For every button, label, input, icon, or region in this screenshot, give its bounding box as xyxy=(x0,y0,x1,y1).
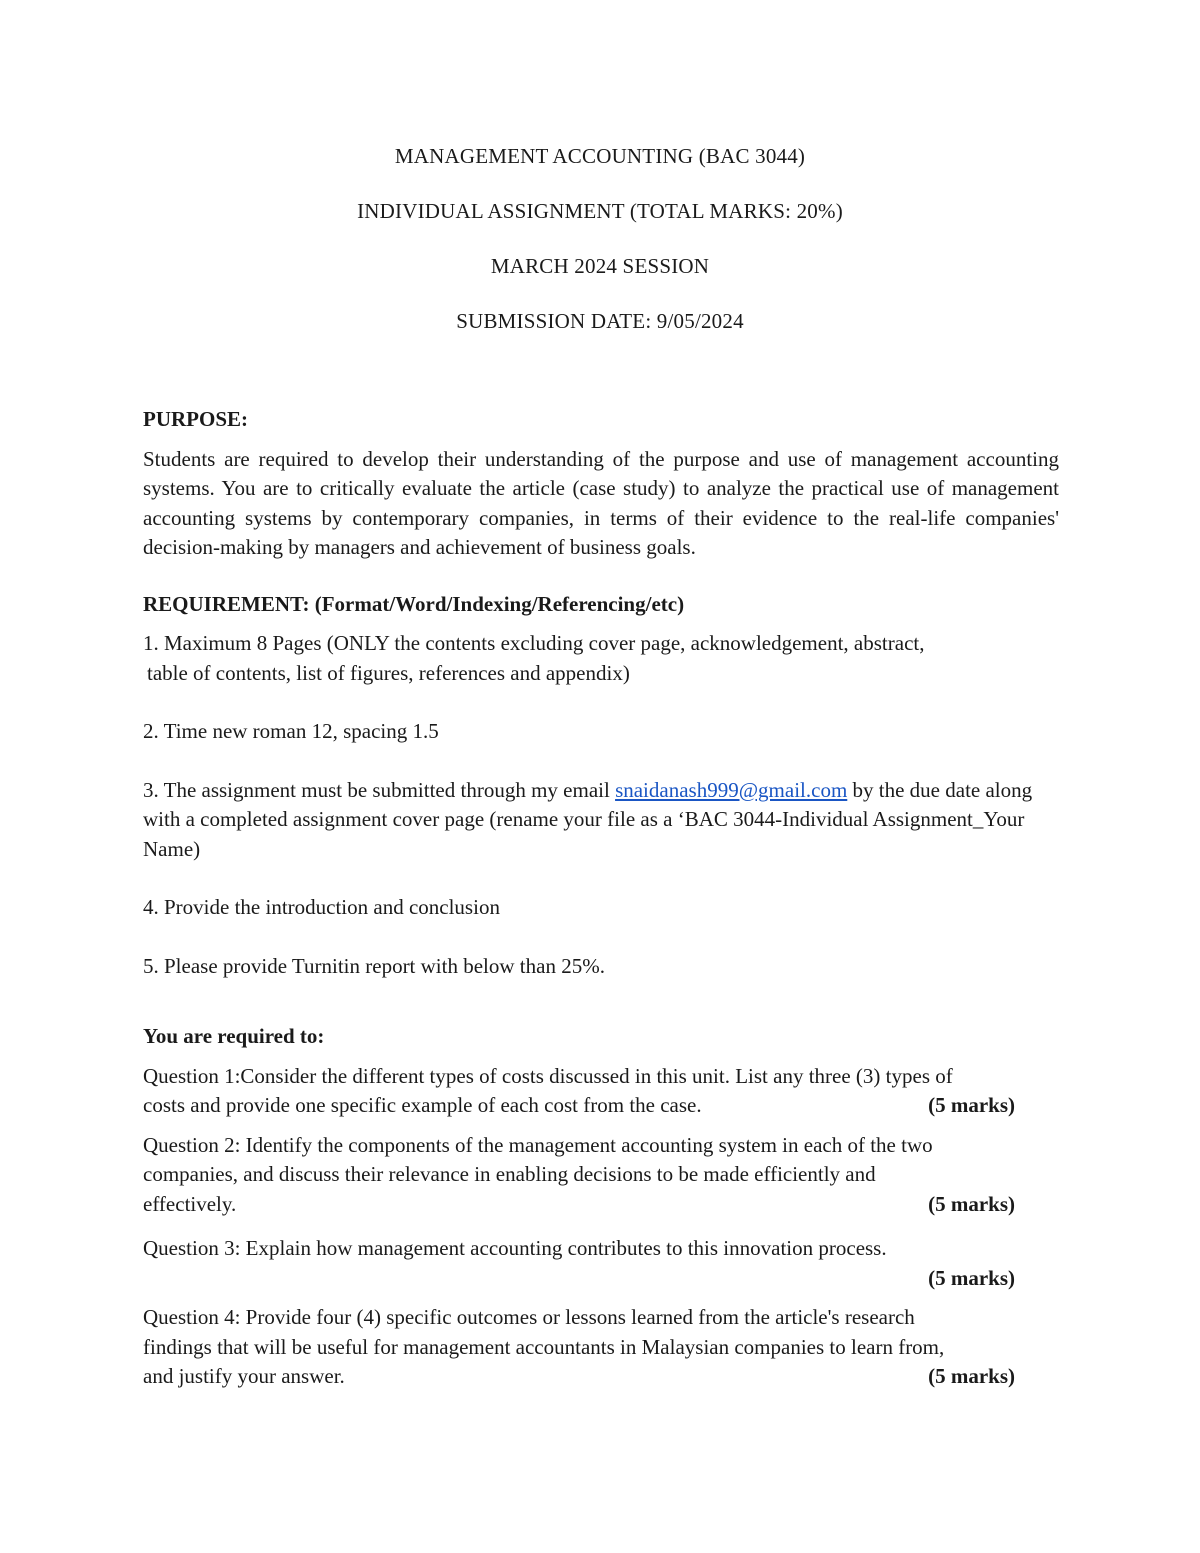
question-4-line-1: Question 4: Provide four (4) specific outcomes or lessons learned from the article's research xyxy=(143,1305,915,1329)
question-1-line-2: costs and provide one specific example of each cost from the case. xyxy=(143,1093,702,1117)
purpose-body: Students are required to develop their understanding of the purpose and use of management accounting systems. You are to critically evaluate the article (case study) to analyze the practical use of management accounting systems by contemporary companies, in terms of their evidence to the real-life companies' decision-making by managers and achievement of business goals. xyxy=(143,446,1059,559)
requirement-item-5: 5. Please provide Turnitin report with below than 25%. xyxy=(143,953,605,978)
question-3 xyxy=(143,1234,1059,1293)
questions-title: You are required to: xyxy=(143,1024,325,1048)
document-body xyxy=(143,405,1059,1402)
requirement-item-3-text: 3. The assignment must be submitted through my email xyxy=(143,777,616,802)
requirement-title: REQUIREMENT: (Format/Word/Indexing/Referencing/etc) xyxy=(143,591,685,616)
question-4-marks: (5 marks) xyxy=(928,1364,1015,1388)
question-1-row-2 xyxy=(143,1091,1059,1121)
question-2-line-2: companies, and discuss their relevance in enabling decisions to be made efficiently and xyxy=(143,1162,876,1186)
question-2-row-3 xyxy=(143,1190,1059,1220)
session-title: MARCH 2024 SESSION xyxy=(490,254,710,278)
question-1 xyxy=(143,1062,1059,1121)
document-heading xyxy=(0,140,1200,360)
question-3-marks: (5 marks) xyxy=(928,1265,1015,1290)
question-1-line-1: Question 1:Consider the different types of costs discussed in this unit. List any three (3) types of xyxy=(143,1063,953,1088)
question-2-line-3: effectively. xyxy=(143,1191,237,1216)
question-1-marks: (5 marks) xyxy=(928,1093,1015,1117)
question-3-line-1: Question 3: Explain how management accounting contributes to this innovation process. xyxy=(143,1236,887,1260)
question-4-line-2: findings that will be useful for management accountants in Malaysian companies to learn from, xyxy=(143,1334,945,1359)
requirement-item-3 xyxy=(143,776,1059,865)
requirement-item-1 xyxy=(143,629,1059,688)
requirement-item-1-line-1: 1. Maximum 8 Pages (ONLY the contents excluding cover page, acknowledgement, abstract, xyxy=(143,631,925,655)
requirement-item-2: 2. Time new roman 12, spacing 1.5 xyxy=(143,719,439,743)
email-link[interactable]: snaidanash999@gmail.com xyxy=(615,777,848,802)
question-4-line-3: and justify your answer. xyxy=(143,1364,345,1388)
assignment-title: INDIVIDUAL ASSIGNMENT (TOTAL MARKS: 20%) xyxy=(357,199,843,223)
question-4 xyxy=(143,1303,1059,1392)
question-2-marks: (5 marks) xyxy=(928,1191,1015,1216)
question-2-line-1: Question 2: Identify the components of the management accounting system in each of the two xyxy=(143,1132,933,1157)
question-4-row-3 xyxy=(143,1362,1059,1392)
purpose-title: PURPOSE: xyxy=(143,407,248,431)
requirement-item-4: 4. Provide the introduction and conclusion xyxy=(143,895,500,919)
question-2 xyxy=(143,1131,1059,1220)
submission-date: SUBMISSION DATE: 9/05/2024 xyxy=(456,309,744,333)
requirement-item-3-text-cont: by the due date along with a completed assignment cover page (rename your file as a ‘BAC 3044-Individual Assignment_Your Name) xyxy=(143,777,1033,861)
requirement-item-1-line-2: table of contents, list of figures, references and appendix) xyxy=(147,660,630,685)
course-title: MANAGEMENT ACCOUNTING (BAC 3044) xyxy=(394,144,806,168)
